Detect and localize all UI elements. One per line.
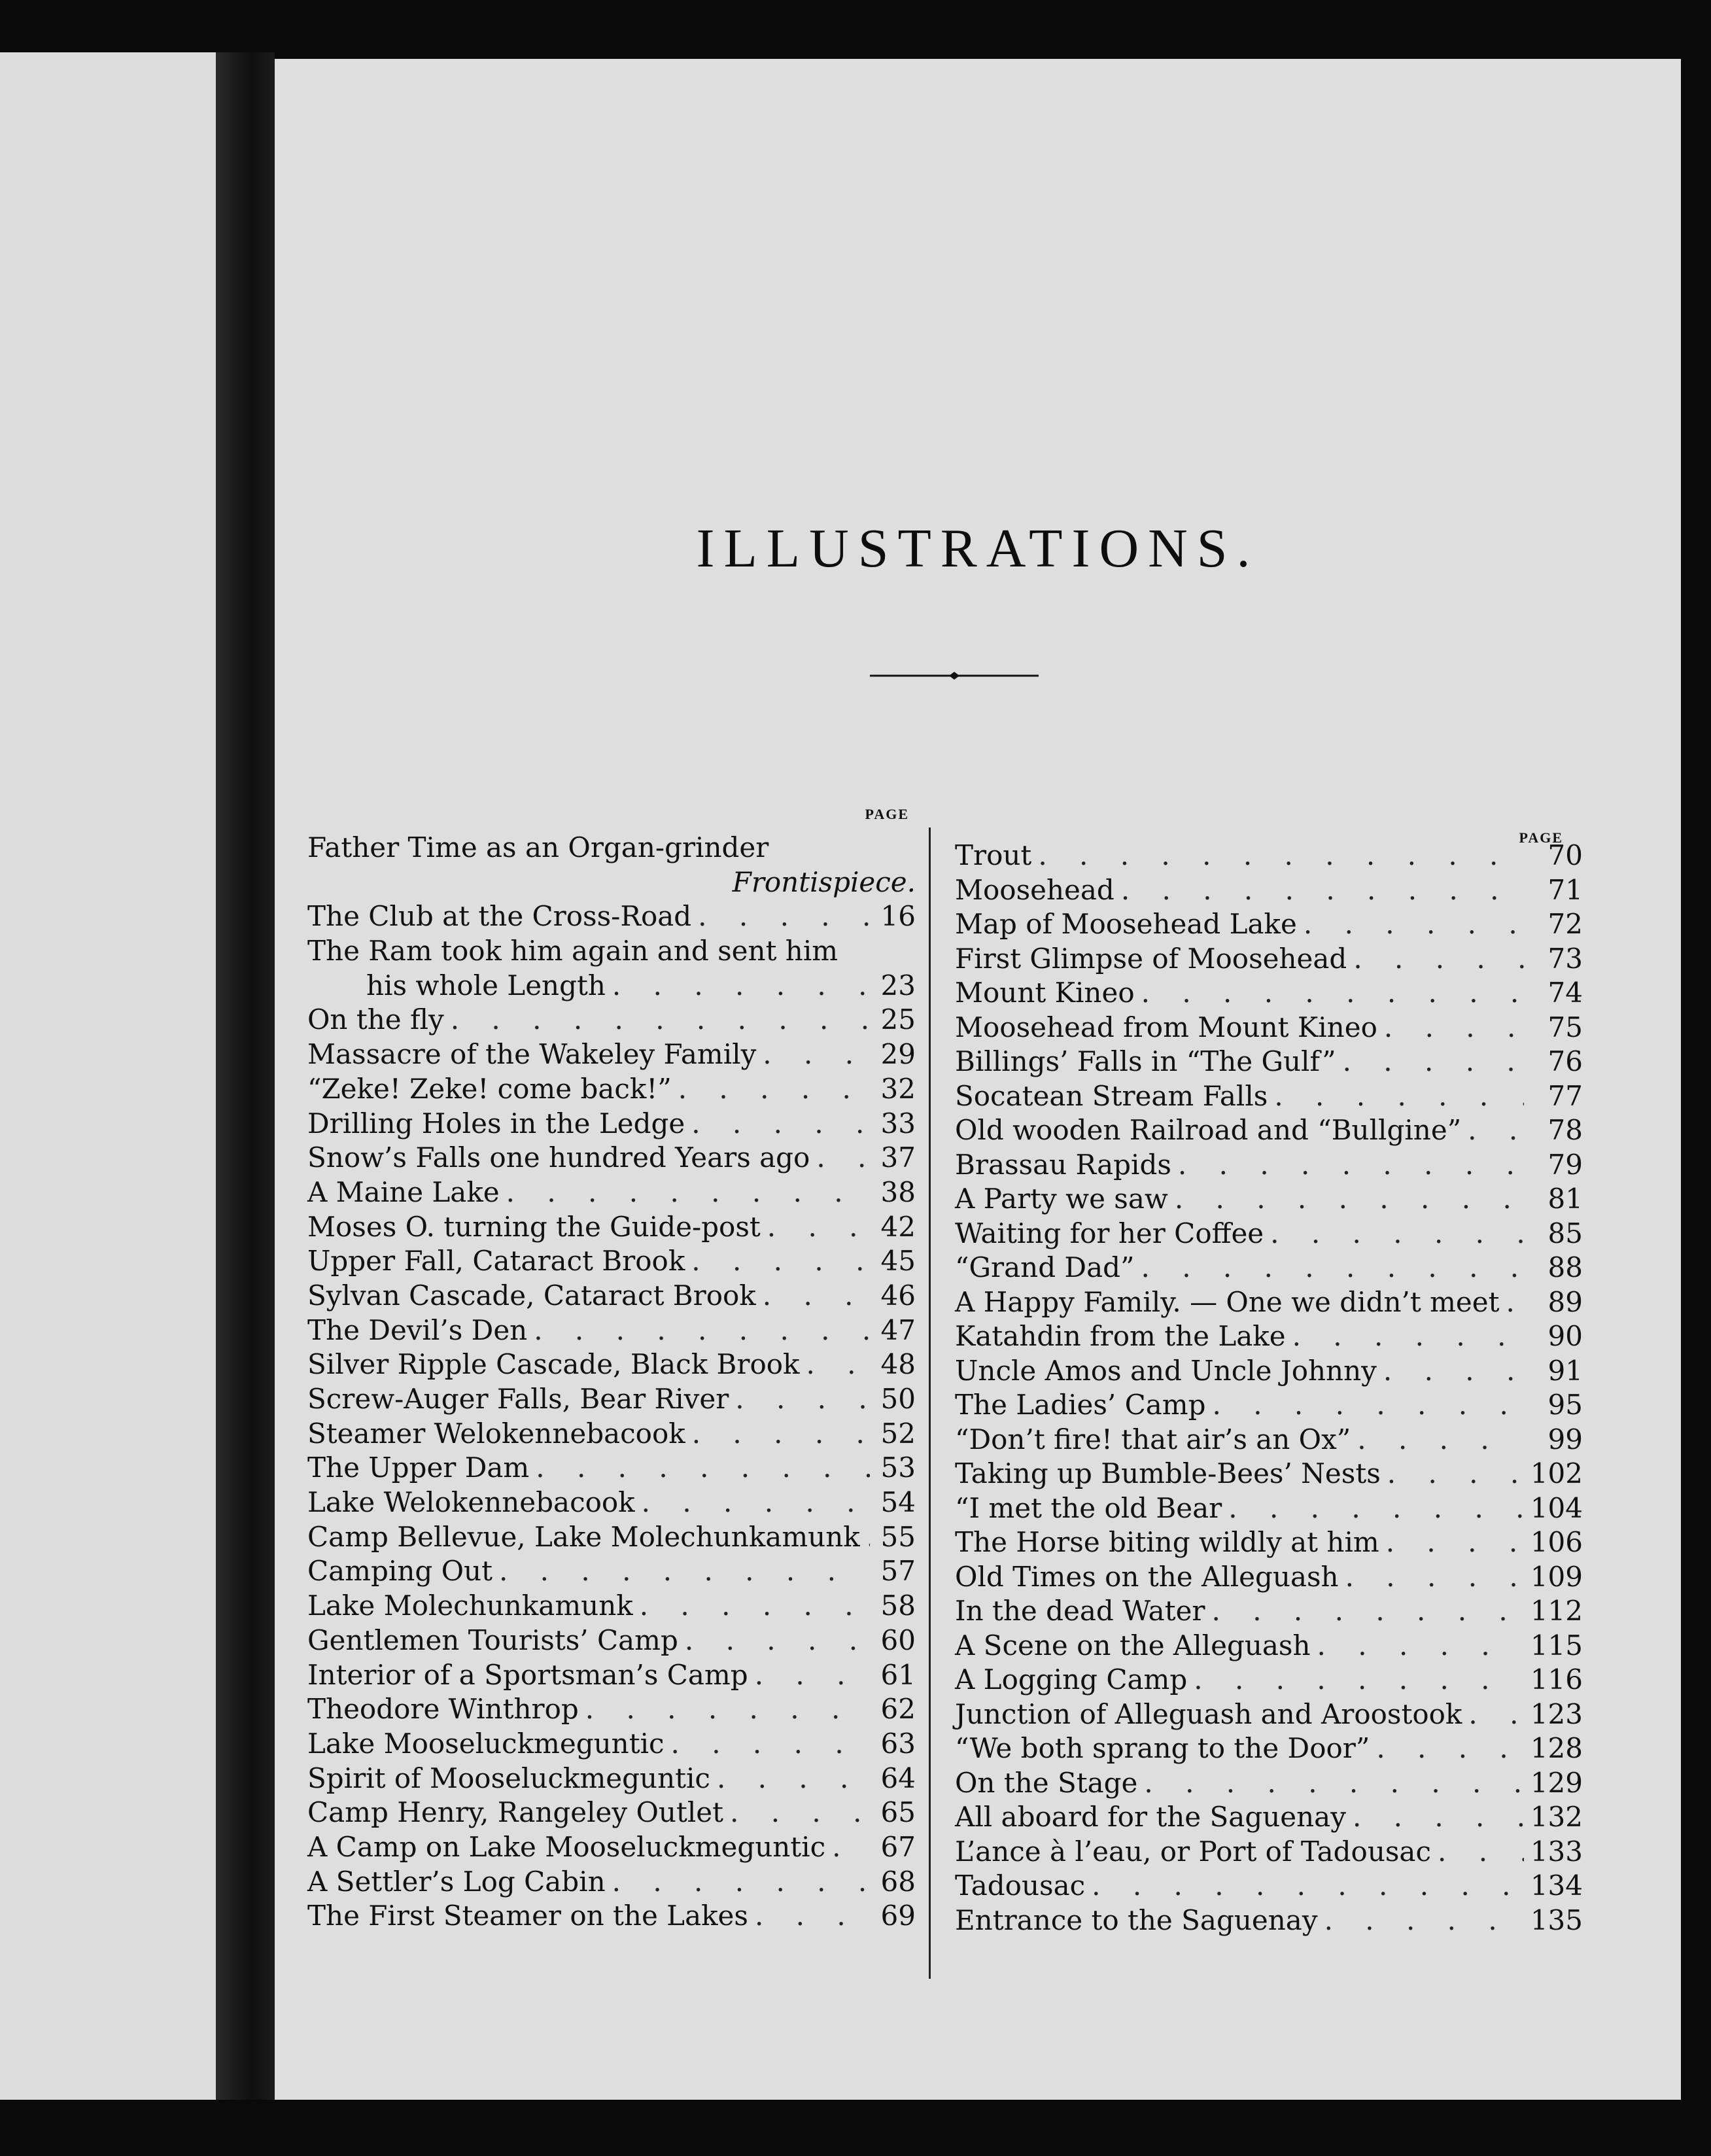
entry-page: 45: [880, 1245, 916, 1278]
entry-title: A Logging Camp: [955, 1663, 1188, 1695]
entry-page: 112: [1530, 1595, 1583, 1627]
dot-leader: [717, 1762, 870, 1796]
dot-leader: [1213, 1388, 1524, 1422]
entry-page: 79: [1547, 1148, 1583, 1181]
entry-page: 78: [1547, 1114, 1583, 1146]
entry-title: Brassau Rapids: [955, 1148, 1171, 1181]
entry-title: Silver Ripple Cascade, Black Brook: [307, 1348, 800, 1381]
page-column-heading: PAGE: [1519, 829, 1563, 846]
list-item: [955, 1663, 1583, 1697]
dot-leader: [763, 1279, 870, 1313]
entry-title: Gentlemen Tourists’ Camp: [307, 1624, 678, 1656]
entry-page: 134: [1530, 1869, 1583, 1902]
dot-leader: [585, 1692, 870, 1726]
entry-title: Tadousac: [955, 1869, 1086, 1902]
entry-title: On the Stage: [955, 1766, 1138, 1799]
list-item: [307, 1417, 916, 1452]
list-item: [955, 1594, 1583, 1629]
book-gutter: [216, 52, 275, 2100]
entry-title: Interior of a Sportsman’s Camp: [307, 1658, 748, 1691]
dot-leader: [691, 1107, 870, 1141]
dot-leader: [640, 1589, 870, 1623]
entry-page: 47: [880, 1313, 916, 1346]
entry-title: A Happy Family. — One we didn’t meet: [955, 1285, 1500, 1318]
dot-leader: [534, 1313, 870, 1348]
entry-page: 102: [1530, 1457, 1583, 1489]
entry-title: Sylvan Cascade, Cataract Brook: [307, 1279, 756, 1312]
entry-title: In the dead Water: [955, 1595, 1205, 1627]
entry-title: Camping Out: [307, 1555, 493, 1588]
entry-list-right: [955, 839, 1583, 1938]
dot-leader: [832, 1830, 870, 1864]
entry-title: Upper Fall, Cataract Brook: [307, 1245, 685, 1278]
dot-leader: [1274, 1079, 1524, 1113]
page-title: ILLUSTRATIONS.: [696, 518, 1260, 579]
list-item: [307, 1589, 916, 1624]
entry-title: his whole Length: [366, 969, 606, 1001]
entry-page: 109: [1530, 1560, 1583, 1593]
entry-title: The First Steamer on the Lakes: [307, 1900, 748, 1932]
entry-page: 75: [1547, 1011, 1583, 1043]
list-item: [307, 1003, 916, 1037]
entry-title: Lake Welokennebacook: [307, 1486, 635, 1519]
list-item: [307, 1244, 916, 1279]
dot-leader: [536, 1451, 870, 1485]
dot-leader: [1353, 1800, 1524, 1834]
entry-page: 90: [1547, 1320, 1583, 1352]
list-item: [955, 1491, 1583, 1526]
list-item: [307, 1175, 916, 1210]
dot-leader: [767, 1210, 870, 1244]
list-item: [307, 1762, 916, 1796]
dot-leader: [612, 969, 870, 1003]
list-item: [307, 1313, 916, 1348]
entry-page: 71: [1547, 873, 1583, 906]
entry-title: Camp Henry, Rangeley Outlet: [307, 1796, 724, 1829]
list-item: [955, 1285, 1583, 1320]
dot-leader: [642, 1486, 870, 1520]
list-item: [307, 1141, 916, 1175]
entry-title: Moses O. turning the Guide-post: [307, 1210, 761, 1243]
entry-page: 63: [880, 1727, 916, 1760]
entry-page: 104: [1530, 1491, 1583, 1524]
entry-page: 23: [880, 969, 916, 1001]
list-item: [955, 1731, 1583, 1766]
entry-page: 99: [1547, 1423, 1583, 1455]
entry-page: 33: [880, 1107, 916, 1139]
entry-page: 106: [1530, 1526, 1583, 1558]
entry-title: Katahdin from the Lake: [955, 1320, 1286, 1352]
dot-leader: [1343, 1045, 1524, 1079]
list-item: [955, 1697, 1583, 1732]
entry-list-left: [307, 831, 916, 1934]
entry-page: 77: [1547, 1079, 1583, 1112]
entry-page: 61: [880, 1658, 916, 1691]
entry-title: Moosehead: [955, 873, 1115, 906]
entry-title: Waiting for her Coffee: [955, 1217, 1264, 1249]
entry-page: 129: [1530, 1766, 1583, 1799]
entry-page: 48: [880, 1348, 916, 1381]
list-item: [955, 1182, 1583, 1217]
dot-leader: [1141, 1251, 1525, 1285]
entry-page: 58: [880, 1590, 916, 1622]
list-item: [307, 1865, 916, 1900]
entry-title: Steamer Welokennebacook: [307, 1417, 685, 1450]
entry-title: Old wooden Railroad and “Bullgine”: [955, 1114, 1462, 1146]
list-item: [307, 934, 916, 969]
entry-title: “Don’t fire! that air’s an Ox”: [955, 1423, 1351, 1455]
entry-page: 76: [1547, 1045, 1583, 1077]
list-item: [955, 1457, 1583, 1491]
entry-title: The Horse biting wildly at him: [955, 1526, 1379, 1558]
contents-column-right: [955, 811, 1583, 1989]
list-item: [955, 1835, 1583, 1869]
entry-page: 116: [1530, 1663, 1583, 1695]
entry-page: Frontispiece.: [732, 865, 916, 898]
entry-title: Moosehead from Mount Kineo: [955, 1011, 1377, 1043]
dot-leader: [755, 1899, 870, 1933]
contents-column-left: [307, 806, 916, 1989]
list-item: [307, 1348, 916, 1382]
list-item: [955, 1045, 1583, 1079]
entry-title: Trout: [955, 839, 1032, 871]
list-item: [955, 1869, 1583, 1904]
entry-page: 46: [880, 1279, 916, 1312]
entry-page: 62: [880, 1693, 916, 1726]
entry-page: 81: [1547, 1183, 1583, 1215]
dot-leader: [692, 1417, 870, 1451]
dot-leader: [1092, 1869, 1524, 1903]
page-column-heading: PAGE: [865, 806, 909, 822]
entry-page: 69: [880, 1900, 916, 1932]
list-item: [955, 1079, 1583, 1114]
entry-page: 67: [880, 1830, 916, 1863]
entry-page: 29: [880, 1038, 916, 1071]
dot-leader: [1144, 1766, 1523, 1800]
entry-title: L’ance à l’eau, or Port of Tadousac: [955, 1835, 1431, 1868]
entry-title: The Ram took him again and sent him: [307, 935, 838, 967]
ornament-rule-icon: [870, 669, 1039, 682]
entry-title: First Glimpse of Moosehead: [955, 942, 1347, 975]
list-item: [307, 1658, 916, 1693]
list-item: [307, 1520, 916, 1555]
list-item: [955, 1354, 1583, 1389]
entry-title: All aboard for the Saguenay: [955, 1801, 1346, 1833]
entry-page: 70: [1547, 839, 1583, 871]
dot-leader: [499, 1554, 870, 1588]
list-item: [955, 1766, 1583, 1801]
dot-leader: [816, 1141, 870, 1175]
dot-leader: [451, 1003, 870, 1037]
entry-title: Billings’ Falls in “The Gulf”: [955, 1045, 1336, 1077]
entry-page: 60: [880, 1624, 916, 1656]
dot-leader: [1506, 1285, 1524, 1319]
dot-leader: [763, 1037, 870, 1071]
list-item: [955, 839, 1583, 873]
entry-title: Massacre of the Wakeley Family: [307, 1038, 757, 1071]
entry-page: 115: [1530, 1629, 1583, 1661]
entry-page: 123: [1530, 1697, 1583, 1730]
entry-title: Taking up Bumble-Bees’ Nests: [955, 1457, 1381, 1489]
dot-leader: [1212, 1594, 1524, 1628]
list-item: [955, 1629, 1583, 1663]
dot-leader: [1438, 1835, 1524, 1869]
entry-title: “Grand Dad”: [955, 1251, 1135, 1283]
list-item: [955, 1904, 1583, 1938]
entry-title: Snow’s Falls one hundred Years ago: [307, 1141, 810, 1174]
list-item: [955, 907, 1583, 942]
list-item: [307, 1451, 916, 1486]
list-item: [955, 942, 1583, 977]
list-item: [955, 1217, 1583, 1251]
entry-title: “I met the old Bear: [955, 1491, 1222, 1524]
dot-leader: [1383, 1354, 1524, 1388]
entry-title: Screw-Auger Falls, Bear River: [307, 1383, 729, 1415]
dot-leader: [1194, 1663, 1524, 1697]
dot-leader: [1387, 1457, 1524, 1491]
entry-title: Spirit of Mooseluckmeguntic: [307, 1762, 710, 1794]
dot-leader: [691, 1244, 870, 1278]
entry-title: The Ladies’ Camp: [955, 1389, 1206, 1421]
entry-title: A Settler’s Log Cabin: [307, 1865, 606, 1898]
entry-page: 68: [880, 1865, 916, 1898]
list-item: [955, 976, 1583, 1011]
dot-leader: [1345, 1560, 1524, 1594]
list-item: [307, 1279, 916, 1313]
entry-title: Map of Moosehead Lake: [955, 908, 1297, 940]
dot-leader: [1175, 1182, 1524, 1216]
list-item: [955, 1388, 1583, 1423]
entry-title: The Club at the Cross-Road: [307, 900, 692, 933]
entry-title: Mount Kineo: [955, 977, 1135, 1009]
list-item: [955, 1251, 1583, 1285]
entry-title: Camp Bellevue, Lake Molechunkamunk: [307, 1520, 860, 1553]
dot-leader: [1304, 907, 1524, 941]
entry-title: Drilling Holes in the Ledge: [307, 1107, 685, 1139]
entry-page: 85: [1547, 1217, 1583, 1249]
dot-leader: [1324, 1904, 1524, 1938]
dot-leader: [678, 1072, 870, 1106]
entry-page: 95: [1547, 1389, 1583, 1421]
entry-title: Lake Mooseluckmeguntic: [307, 1727, 665, 1760]
list-item: [307, 1830, 916, 1865]
entry-title: The Devil’s Den: [307, 1313, 528, 1346]
dot-leader: [1353, 942, 1524, 976]
list-item: [307, 899, 916, 934]
dot-leader: [806, 1348, 870, 1382]
dot-leader: [1121, 873, 1524, 907]
column-divider: [929, 827, 931, 1979]
list-item: [307, 1382, 916, 1417]
dot-leader: [506, 1175, 870, 1209]
entry-page: 64: [880, 1762, 916, 1794]
dot-leader: [1292, 1319, 1524, 1353]
entry-title: Uncle Amos and Uncle Johnny: [955, 1354, 1377, 1387]
entry-page: 52: [880, 1417, 916, 1450]
list-item: [307, 1692, 916, 1727]
dot-leader: [1468, 1113, 1524, 1147]
dot-leader: [1386, 1525, 1524, 1559]
dot-leader: [730, 1796, 870, 1830]
list-item: [955, 873, 1583, 908]
entry-title: “We both sprang to the Door”: [955, 1732, 1370, 1764]
list-item: [307, 1899, 916, 1934]
list-item: [307, 1107, 916, 1141]
entry-title: A Scene on the Alleguash: [955, 1629, 1311, 1661]
dot-leader: [1384, 1011, 1524, 1045]
dot-leader: [1141, 976, 1524, 1010]
entry-title: A Maine Lake: [307, 1175, 500, 1208]
dot-leader: [671, 1727, 870, 1761]
list-item: [307, 1554, 916, 1589]
dot-leader: [685, 1624, 870, 1658]
entry-page: 65: [880, 1796, 916, 1829]
book-page: [275, 59, 1681, 2100]
dot-leader: [1357, 1423, 1524, 1457]
dot-leader: [1038, 839, 1524, 873]
entry-title: Entrance to the Saguenay: [955, 1904, 1318, 1936]
list-item: [307, 969, 916, 1003]
entry-page: 37: [880, 1141, 916, 1174]
dot-leader: [755, 1658, 870, 1692]
entry-page: 16: [880, 900, 916, 933]
entry-page: 128: [1530, 1732, 1583, 1764]
facing-page: [0, 52, 216, 2100]
entry-page: 72: [1547, 908, 1583, 940]
entry-page: 91: [1547, 1354, 1583, 1387]
entry-title: Father Time as an Organ-grinder: [307, 831, 769, 863]
list-item: [307, 1796, 916, 1830]
list-item: [307, 1727, 916, 1762]
entry-title: Lake Molechunkamunk: [307, 1590, 633, 1622]
dot-leader: [1376, 1731, 1524, 1765]
entry-page: 54: [880, 1486, 916, 1519]
dot-leader: [867, 1520, 870, 1554]
dot-leader: [698, 899, 870, 933]
entry-page: 50: [880, 1383, 916, 1415]
entry-title: On the fly: [307, 1003, 444, 1036]
entry-page: 74: [1547, 977, 1583, 1009]
list-item: [307, 1072, 916, 1107]
list-item: [955, 1148, 1583, 1183]
dot-leader: [1228, 1491, 1524, 1525]
entry-page: 57: [880, 1555, 916, 1588]
list-item: [955, 1560, 1583, 1595]
entry-title: Socatean Stream Falls: [955, 1079, 1268, 1112]
entry-page: 55: [880, 1520, 916, 1553]
entry-page: 135: [1530, 1904, 1583, 1936]
entry-title: The Upper Dam: [307, 1452, 530, 1484]
entry-page: 88: [1547, 1251, 1583, 1283]
list-item: [307, 831, 916, 865]
list-item: [955, 1800, 1583, 1835]
dot-leader: [1270, 1217, 1524, 1251]
list-item: [955, 1525, 1583, 1560]
list-item: [955, 1113, 1583, 1148]
dot-leader: [1468, 1697, 1523, 1731]
entry-page: 38: [880, 1175, 916, 1208]
list-item: [955, 1319, 1583, 1354]
entry-page: 53: [880, 1452, 916, 1484]
entry-page: 32: [880, 1072, 916, 1105]
list-item: [307, 1486, 916, 1520]
list-item: [307, 865, 916, 900]
dot-leader: [1317, 1629, 1524, 1663]
list-item: [307, 1624, 916, 1658]
entry-title: Old Times on the Alleguash: [955, 1560, 1339, 1593]
entry-title: Junction of Alleguash and Aroostook: [955, 1697, 1462, 1730]
entry-title: “Zeke! Zeke! come back!”: [307, 1072, 672, 1105]
entry-page: 132: [1530, 1801, 1583, 1833]
entry-page: 73: [1547, 942, 1583, 975]
entry-page: 42: [880, 1210, 916, 1243]
entry-title: A Party we saw: [955, 1183, 1168, 1215]
entry-title: Theodore Winthrop: [307, 1693, 579, 1726]
list-item: [307, 1210, 916, 1245]
list-item: [955, 1423, 1583, 1457]
entry-page: 25: [880, 1003, 916, 1036]
entry-page: 89: [1547, 1285, 1583, 1318]
dot-leader: [1178, 1148, 1524, 1182]
dot-leader: [612, 1865, 870, 1899]
dot-leader: [735, 1382, 870, 1416]
entry-page: 133: [1530, 1835, 1583, 1868]
entry-title: A Camp on Lake Mooseluckmeguntic: [307, 1830, 826, 1863]
list-item: [955, 1011, 1583, 1045]
list-item: [307, 1037, 916, 1072]
